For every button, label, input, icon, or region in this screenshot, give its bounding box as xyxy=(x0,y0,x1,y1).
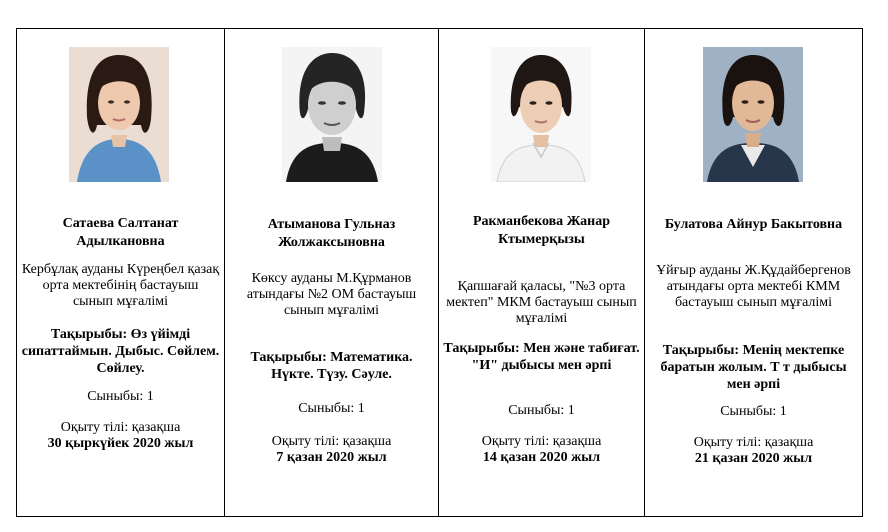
teacher-school: Ұйғыр ауданы Ж.Құдайбергенов атындағы орта мектебі КММ бастауыш сынып мұғалімі xyxy=(656,263,851,310)
teacher-card-1 xyxy=(17,29,225,516)
grade-label: Сыныбы: 1 xyxy=(298,401,365,416)
grade-label: Сыныбы: 1 xyxy=(508,403,575,418)
teacher-name: Сатаева Салтанат Адылкановна xyxy=(62,216,179,249)
language-label: Оқыту тілі: қазақша xyxy=(481,434,602,449)
teacher-school: Көксу ауданы М.Құрманов атындағы №2 ОМ бастауыш сынып мұғалімі xyxy=(246,271,417,318)
teacher-name: Ракманбекова Жанар Ктымерқызы xyxy=(472,214,611,247)
teacher-name: Атыманова Гульназ Жолжаксыновна xyxy=(267,217,396,250)
topic-text: Өз үйімді сипаттаймын. Дыбыс. Сөйлем. Сөйлеу. xyxy=(21,327,220,376)
lesson-topic xyxy=(649,342,858,393)
grade-label: Сыныбы: 1 xyxy=(720,404,787,419)
language-label: Оқыту тілі: қазақша xyxy=(693,435,814,450)
teacher-name: Булатова Айнур Бакытовна xyxy=(664,217,843,232)
language-label: Оқыту тілі: қазақша xyxy=(60,420,181,435)
topic-text: Менің мектепке баратын жолым. Т т дыбысы мен әрпі xyxy=(660,343,847,392)
topic-text: Математика. Нүкте. Түзу. Сәуле. xyxy=(271,350,413,382)
teacher-photo-2 xyxy=(282,47,382,182)
topic-label: Тақырыбы: xyxy=(443,341,520,356)
lesson-date: 21 қазан 2020 жыл xyxy=(694,451,813,466)
teacher-photo-1 xyxy=(69,47,169,182)
grade-label: Сыныбы: 1 xyxy=(87,389,154,404)
lesson-date: 7 қазан 2020 жыл xyxy=(276,450,387,465)
lesson-topic xyxy=(21,326,220,377)
teacher-school: Кербұлақ ауданы Күреңбел қазақ орта мектебінің бастауыш сынып мұғалімі xyxy=(21,262,220,309)
topic-label: Тақырыбы: xyxy=(250,350,327,365)
topic-text: Мен және табиғат. "И" дыбысы мен әрпі xyxy=(471,341,640,373)
teacher-cards-table xyxy=(16,28,863,517)
teacher-photo-3 xyxy=(491,47,591,182)
lesson-date: 14 қазан 2020 жыл xyxy=(482,450,601,465)
language-label: Оқыту тілі: қазақша xyxy=(271,434,392,449)
lesson-topic xyxy=(443,340,640,374)
lesson-date: 30 қыркүйек 2020 жыл xyxy=(47,436,194,451)
teacher-card-2 xyxy=(225,29,439,516)
teacher-school: Қапшағай қаласы, "№3 орта мектеп" МКМ бастауыш сынып мұғалімі xyxy=(446,279,637,326)
teacher-photo-4 xyxy=(703,47,803,182)
teacher-card-4 xyxy=(645,29,862,516)
lesson-topic xyxy=(229,349,434,383)
topic-label: Тақырыбы: xyxy=(50,327,128,342)
teacher-card-3 xyxy=(439,29,645,516)
topic-label: Тақырыбы: xyxy=(662,343,740,358)
